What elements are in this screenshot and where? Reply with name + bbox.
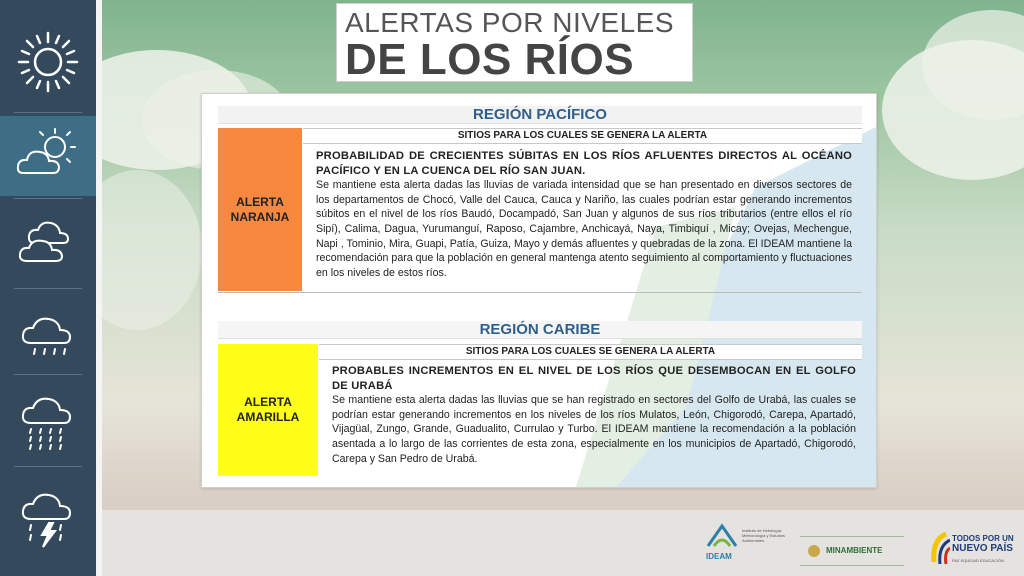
alert-description-pacifico [316, 149, 852, 280]
sidebar-item-thunderstorm[interactable] [0, 472, 96, 564]
title-box [336, 3, 693, 82]
slogan-line2: NUEVO PAÍS [952, 543, 1013, 554]
light-rain-icon [13, 301, 83, 371]
table-divider [218, 292, 862, 293]
alert-level-naranja [218, 128, 302, 291]
coat-of-arms-icon [806, 543, 822, 559]
sites-header-caribe: SITIOS PARA LOS CUALES SE GENERA LA ALERTA [319, 344, 862, 360]
sidebar-item-heavy-rain[interactable] [0, 376, 96, 468]
sun-icon [13, 27, 83, 97]
cloudy-icon [13, 207, 83, 277]
minambiente-name: MINAMBIENTE [826, 546, 883, 555]
slogan-line1: TODOS POR UN [952, 534, 1014, 543]
alert-body: Se mantiene esta alerta dadas las lluvias de variada intensidad que se han presentado en diversos sectores de los departamentos de Chocó, Valle del Cauca, Cauca y Nariño, las cuales podrían estar generando incrementos súbitos en el nivel de los ríos Baudó, Docampadó, San Juan y algunos de sus ríos tributarios (entre ellos el río Sipí), Calima, Dagua, Yurumanguí, Raposo, Cajambre, Anchicayá, Naya, Timbiquí , Micay; Ovejas, Mechengue, Napi , Tominio, Mira, Guapi, Patía, Guiza, Mayo y demás afluentes y quebradas de la zona. El IDEAM mantiene la recomendación para que la población en general mantenga atento seguimiento al comportamiento y fluctuaciones en los niveles de estos ríos. [316, 179, 852, 279]
ideam-name: IDEAM [706, 552, 732, 561]
sidebar-divider [14, 466, 82, 467]
region-title-caribe: REGIÓN CARIBE [218, 321, 862, 339]
sidebar-item-cloudy[interactable] [0, 196, 96, 288]
sites-header-pacifico: SITIOS PARA LOS CUALES SE GENERA LA ALERTA [303, 128, 862, 144]
flag-swoosh-icon [928, 532, 950, 566]
alert-body: Se mantiene esta alerta dadas las lluvias que se han registrado en sectores del Golfo de Urabá, las cuales se podrían estar generando incrementos en los niveles de los ríos Mulatos, León, Chigorodó, Carepa, Apartadó, Vijagüal, Zungo, Grande, Guadualito, Currulao y Turbo. El IDEAM mantiene la recomendación a la población asentada a lo largo de las corrientes de esta zona, especialmente en los municipios de Apartadó, Chigorodó, Carepa y San Pedro de Urabá. [332, 394, 856, 465]
sidebar-item-sunny[interactable] [0, 16, 96, 108]
todos-por-un-nuevo-pais-logo [928, 530, 1018, 570]
sidebar-divider [14, 374, 82, 375]
partly-cloudy-icon [13, 121, 83, 191]
page-title-line2: DE LOS RÍOS [345, 35, 635, 84]
alert-document [201, 93, 877, 488]
alert-label: ALERTA [236, 194, 284, 209]
ideam-logo [704, 522, 794, 566]
alert-heading: PROBABILIDAD DE CRECIENTES SÚBITAS EN LOS RÍOS AFLUENTES DIRECTOS AL OCÉANO PACÍFICO Y EN LA CUENCA DEL RÍO SAN JUAN. [316, 150, 852, 177]
alert-color-label: AMARILLA [236, 410, 300, 424]
alert-color-label: NARANJA [230, 209, 290, 224]
sidebar-item-partly-cloudy[interactable] [0, 116, 96, 196]
heavy-rain-icon [13, 387, 83, 457]
region-title-pacifico: REGIÓN PACÍFICO [218, 106, 862, 124]
ideam-mark-icon [704, 522, 740, 550]
alert-level-amarilla [218, 344, 318, 476]
alert-heading: PROBABLES INCREMENTOS EN EL NIVEL DE LOS RÍOS QUE DESEMBOCAN EN EL GOLFO DE URABÁ [332, 365, 856, 392]
sidebar-divider [14, 288, 82, 289]
alert-description-caribe [332, 364, 856, 466]
weather-sidebar [0, 0, 96, 576]
sidebar-item-light-rain[interactable] [0, 290, 96, 382]
ideam-description: Instituto de Hidrología, Meteorología y Estudios Ambientales [742, 528, 785, 543]
thunderstorm-icon [13, 483, 83, 553]
sidebar-divider [14, 112, 82, 113]
alert-label: ALERTA [244, 395, 292, 409]
minambiente-logo [800, 536, 904, 566]
slogan-line3: PAZ EQUIDAD EDUCACIÓN [952, 558, 1004, 563]
page-title-line1: ALERTAS POR NIVELES [345, 7, 675, 38]
